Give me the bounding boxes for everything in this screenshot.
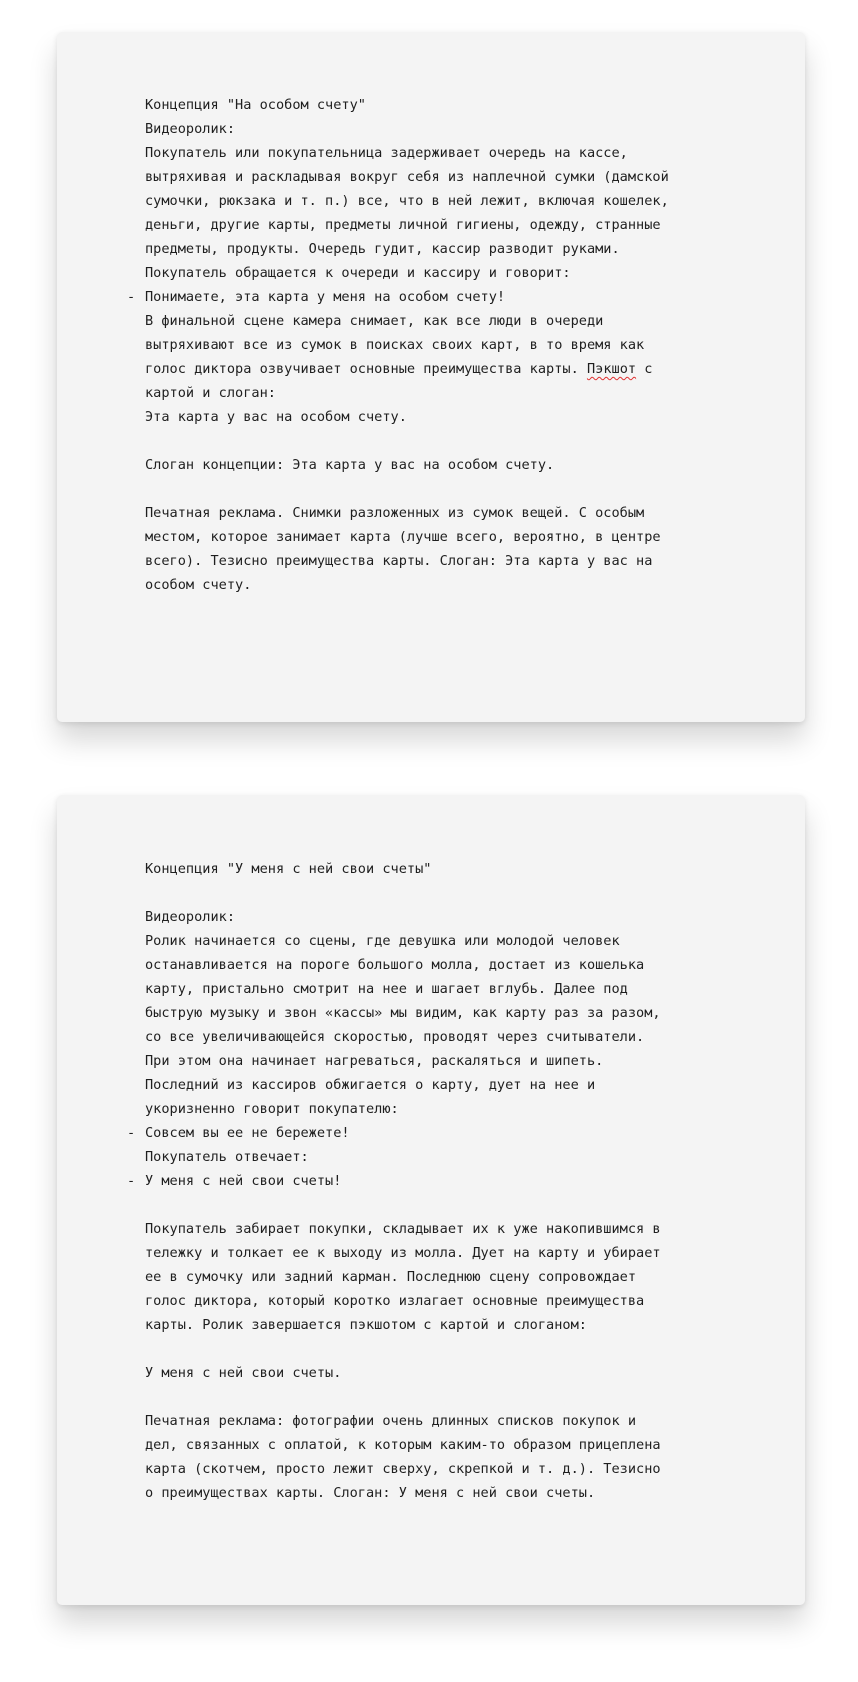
text-line: [57, 261, 805, 285]
line-text: Эта карта у вас на особом счету.: [145, 409, 407, 425]
text-line: [57, 165, 805, 189]
text-line: [57, 881, 805, 905]
line-text: Понимаете, эта карта у меня на особом счету!: [145, 289, 506, 305]
line-text: При этом она начинает нагреваться, раскаляться и шипеть.: [145, 1053, 604, 1069]
text-line: [57, 1193, 805, 1217]
text-line: [57, 1457, 805, 1481]
line-text: особом счету.: [145, 577, 252, 593]
text-line: [57, 237, 805, 261]
line-text: местом, которое занимает карта (лучше всего, вероятно, в центре: [145, 529, 661, 545]
line-text: тележку и толкает ее к выходу из молла. Дует на карту и убирает: [145, 1245, 661, 1261]
line-text: карту, пристально смотрит на нее и шагает вглубь. Далее под: [145, 981, 628, 997]
page-2-text: [57, 857, 805, 1505]
line-text: вытряхивая и раскладывая вокруг себя из наплечной сумки (дамской: [145, 169, 669, 185]
text-line: [57, 1097, 805, 1121]
line-text: Видеоролик:: [145, 121, 236, 137]
line-text: Печатная реклама. Снимки разложенных из сумок вещей. С особым: [145, 505, 645, 521]
line-text: всего). Тезисно преимущества карты. Слоган: Эта карта у вас на: [145, 553, 653, 569]
text-line: [57, 1361, 805, 1385]
line-text: со все увеличивающейся скоростью, проводят через считыватели.: [145, 1029, 645, 1045]
line-text: деньги, другие карты, предметы личной гигиены, одежду, странные: [145, 217, 661, 233]
text-line: [57, 573, 805, 597]
text-line: [57, 1025, 805, 1049]
text-line: [57, 905, 805, 929]
line-text: Совсем вы ее не бережете!: [145, 1125, 350, 1141]
text-line: [57, 1481, 805, 1505]
line-text: ее в сумочку или задний карман. Последнюю сцену сопровождает: [145, 1269, 637, 1285]
text-line: [57, 309, 805, 333]
dialogue-line: [57, 1121, 805, 1145]
line-text: карта (скотчем, просто лежит сверху, скрепкой и т. д.). Тезисно: [145, 1461, 661, 1477]
line-text: У меня с ней свои счеты.: [145, 1365, 342, 1381]
line-text: В финальной сцене камера снимает, как все люди в очереди: [145, 313, 604, 329]
line-text: Покупатель отвечает:: [145, 1149, 309, 1165]
line-text: предметы, продукты. Очередь гудит, кассир разводит руками.: [145, 241, 620, 257]
line-text: картой и слоган:: [145, 385, 276, 401]
text-line: [57, 213, 805, 237]
line-text: Последний из кассиров обжигается о карту, дует на нее и: [145, 1077, 596, 1093]
dialogue-line: [57, 1169, 805, 1193]
page-1-text: [57, 93, 805, 597]
text-line: [57, 117, 805, 141]
line-text: голос диктора, который коротко излагает основные преимущества: [145, 1293, 645, 1309]
text-line: [57, 1265, 805, 1289]
document-page-1: [57, 32, 805, 722]
line-text: Видеоролик:: [145, 909, 236, 925]
text-line: [57, 333, 805, 357]
line-text-continued: с: [636, 361, 653, 377]
text-line: [57, 93, 805, 117]
text-line: [57, 953, 805, 977]
text-line: [57, 1001, 805, 1025]
text-line: [57, 141, 805, 165]
line-text: У меня с ней свои счеты!: [145, 1173, 342, 1189]
text-line: [57, 1337, 805, 1361]
text-line: [57, 357, 805, 381]
dialogue-dash: -: [127, 1173, 136, 1189]
line-text: Концепция "У меня с ней свои счеты": [145, 861, 432, 877]
line-text: голос диктора озвучивает основные преимущества карты.: [145, 361, 587, 377]
text-line: [57, 549, 805, 573]
line-text: Слоган концепции: Эта карта у вас на особом счету.: [145, 457, 555, 473]
text-line: [57, 1409, 805, 1433]
line-text: Концепция "На особом счету": [145, 97, 366, 113]
line-text: дел, связанных с оплатой, к которым каким-то образом прицеплена: [145, 1437, 661, 1453]
text-line: [57, 1289, 805, 1313]
dialogue-line: [57, 285, 805, 309]
line-text: вытряхивают все из сумок в поисках своих карт, в то время как: [145, 337, 645, 353]
dialogue-dash: -: [127, 289, 136, 305]
line-text: Покупатель обращается к очереди и кассиру и говорит:: [145, 265, 571, 281]
text-line: [57, 857, 805, 881]
text-line: [57, 1145, 805, 1169]
dialogue-dash: -: [127, 1125, 136, 1141]
line-text: Печатная реклама: фотографии очень длинных списков покупок и: [145, 1413, 637, 1429]
line-text: Ролик начинается со сцены, где девушка или молодой человек: [145, 933, 620, 949]
document-page-2: [57, 795, 805, 1605]
text-line: [57, 1241, 805, 1265]
text-line: [57, 1433, 805, 1457]
text-line: [57, 405, 805, 429]
text-line: [57, 929, 805, 953]
text-line: [57, 1217, 805, 1241]
line-text: быструю музыку и звон «кассы» мы видим, как карту раз за разом,: [145, 1005, 661, 1021]
line-text: Покупатель забирает покупки, складывает их к уже накопившимся в: [145, 1221, 661, 1237]
line-text: о преимуществах карты. Слоган: У меня с ней свои счеты.: [145, 1485, 596, 1501]
misspelled-word[interactable]: Пэкшот: [586, 361, 637, 377]
text-line: [57, 525, 805, 549]
text-line: [57, 381, 805, 405]
line-text: останавливается на пороге большого молла, достает из кошелька: [145, 957, 645, 973]
line-text: Покупатель или покупательница задерживает очередь на кассе,: [145, 145, 628, 161]
text-line: [57, 1073, 805, 1097]
text-line: [57, 1385, 805, 1409]
text-line: [57, 501, 805, 525]
text-line: [57, 189, 805, 213]
text-line: [57, 477, 805, 501]
text-line: [57, 1313, 805, 1337]
line-text: укоризненно говорит покупателю:: [145, 1101, 399, 1117]
line-text: карты. Ролик завершается пэкшотом с картой и слоганом:: [145, 1317, 587, 1333]
text-line: [57, 453, 805, 477]
line-text: сумочки, рюкзака и т. п.) все, что в ней лежит, включая кошелек,: [145, 193, 669, 209]
text-line: [57, 977, 805, 1001]
text-line: [57, 429, 805, 453]
text-line: [57, 1049, 805, 1073]
